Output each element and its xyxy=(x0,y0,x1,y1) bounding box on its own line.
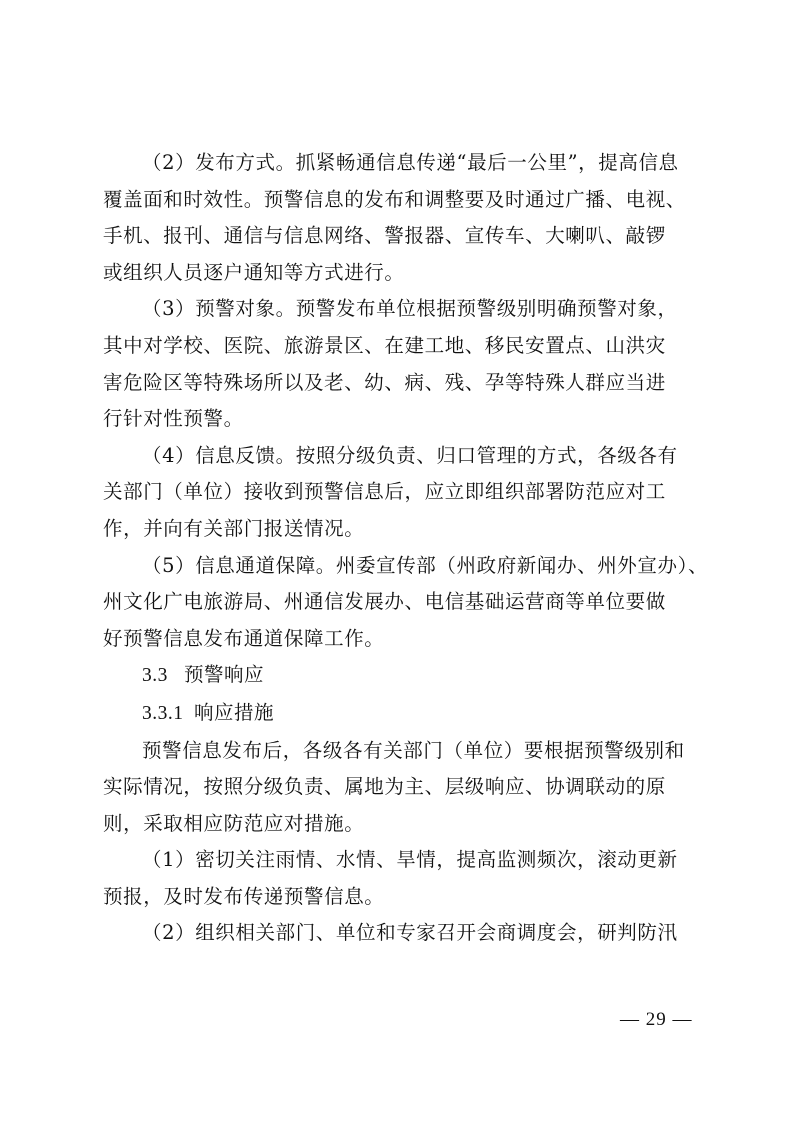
text-line: （2）组织相关部门、单位和专家召开会商调度会，研判防汛 xyxy=(142,921,678,945)
text-line: 其中对学校、医院、旅游景区、在建工地、移民安置点、山洪灾 xyxy=(103,333,666,357)
text-line: （3）预警对象。预警发布单位根据预警级别明确预警对象， xyxy=(142,297,678,321)
paragraph-warning-targets xyxy=(103,291,693,437)
text-line: 手机、报刊、通信与信息网络、警报器、宣传车、大喇叭、敲锣 xyxy=(103,224,666,248)
paragraph-response-item-1 xyxy=(103,842,693,915)
section-title: 预警响应 xyxy=(184,663,265,687)
text-line: （5）信息通道保障。州委宣传部（州政府新闻办、州外宣办）、 xyxy=(142,553,709,577)
text-line: （4）信息反馈。按照分级负责、归口管理的方式，各级各有 xyxy=(142,443,678,467)
paragraph-channel-guarantee xyxy=(103,548,709,658)
page-number: — 29 — xyxy=(620,1009,693,1030)
section-heading-3-3 xyxy=(103,657,693,695)
document-body xyxy=(103,145,709,952)
text-line: （1）密切关注雨情、水情、旱情，提高监测频次，滚动更新 xyxy=(142,848,678,872)
text-line: 作，并向有关部门报送情况。 xyxy=(103,516,365,540)
section-number: 3.3 xyxy=(142,665,168,687)
text-line: 州文化广电旅游局、州通信发展办、电信基础运营商等单位要做 xyxy=(103,590,666,614)
text-line: 则，采取相应防范应对措施。 xyxy=(103,811,365,835)
section-heading-3-3-1 xyxy=(103,695,693,733)
section-number: 3.3.1 xyxy=(142,702,184,724)
text-line: 实际情况，按照分级负责、属地为主、层级响应、协调联动的原 xyxy=(103,775,666,799)
section-title: 响应措施 xyxy=(194,700,275,724)
text-line: 预报，及时发布传递预警信息。 xyxy=(103,884,385,908)
text-line: 或组织人员逐户通知等方式进行。 xyxy=(103,260,405,284)
paragraph-information-feedback xyxy=(103,438,693,548)
paragraph-response-item-2 xyxy=(103,915,693,952)
text-line: 行针对性预警。 xyxy=(103,407,244,431)
text-line: （2）发布方式。抓紧畅通信息传递“最后一公里”，提高信息 xyxy=(142,151,679,174)
text-line: 关部门（单位）接收到预警信息后，应立即组织部署防范应对工 xyxy=(103,480,666,504)
paragraph-response-intro xyxy=(103,733,693,843)
paragraph-release-method xyxy=(103,145,693,291)
text-line: 预警信息发布后，各级各有关部门（单位）要根据预警级别和 xyxy=(142,738,685,762)
text-line: 覆盖面和时效性。预警信息的发布和调整要及时通过广播、电视、 xyxy=(103,187,686,211)
text-line: 好预警信息发布通道保障工作。 xyxy=(103,626,385,650)
text-line: 害危险区等特殊场所以及老、幼、病、残、孕等特殊人群应当进 xyxy=(103,370,666,394)
